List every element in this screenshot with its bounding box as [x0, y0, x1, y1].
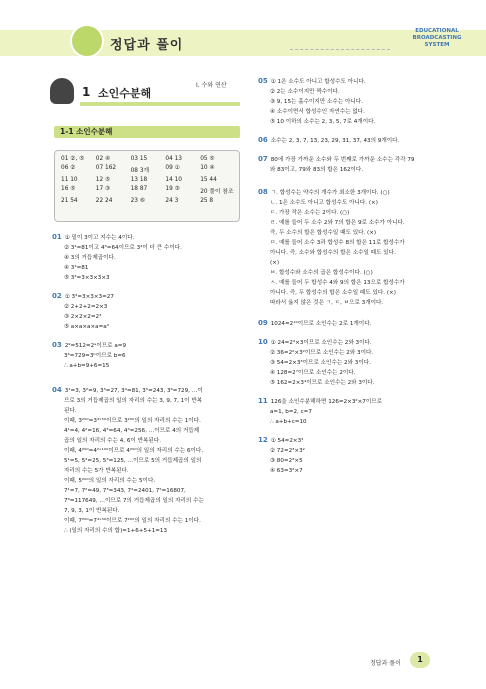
solution-text: ① 24=2³×3이므로 소인수는 2와 3이다. [270, 340, 372, 346]
solution-line [258, 456, 454, 466]
answer-item: 17 ③ [95, 186, 111, 192]
solution-line [52, 516, 242, 526]
answer-item: 24 3 [165, 198, 179, 204]
solution-line [258, 154, 454, 165]
question-number: 08 [258, 188, 268, 196]
solution-text: ① 밑이 3이고 지수는 4이다. [64, 235, 135, 241]
question-number: 06 [258, 136, 268, 144]
solution-line [258, 417, 454, 427]
solution-text: ③ 54=2×3³이므로 소인수는 2와 3이다. [270, 360, 371, 366]
solution-text: 아니다. 즉, 두 합성수의 합은 소수일 때도 있다. (×) [270, 290, 396, 296]
answer-grid [61, 156, 235, 204]
answer-item: 11 10 [61, 177, 78, 183]
solution-line [258, 165, 454, 175]
solution-line [258, 258, 454, 268]
solution-text: 와 83이고, 79와 83의 합은 162이다. [270, 167, 364, 173]
answer-item: 15 44 [200, 177, 217, 183]
solution-line [258, 76, 454, 87]
solution-line [52, 396, 242, 406]
solution-line [258, 135, 454, 146]
solution-text: ⑤ 10 이하의 소수는 2, 3, 5, 7로 4개이다. [270, 119, 376, 125]
solution-text: 2⁹=512=2ᵃ이므로 a=9 [64, 343, 127, 349]
solution-text: 5¹=5, 5²=25, 5³=125, …이므로 5의 거듭제곱의 일의 [64, 458, 202, 464]
solution-text: 3¹=3, 3²=9, 3³=27, 3⁴=81, 3⁵=243, 3⁶=729, …이 [64, 388, 203, 394]
solution-line [52, 351, 242, 361]
solution-line [258, 337, 454, 348]
section-title: 1-1 소인수분해 [60, 127, 113, 136]
solution-line [258, 368, 454, 378]
solution-line [52, 406, 242, 416]
solution-block [258, 187, 454, 308]
solution-line [258, 187, 454, 198]
solution-text: 1024=2¹⁰이므로 소인수는 2로 1개이다. [270, 321, 372, 327]
solution-text: 아니다. 즉, 소수와 합성수의 합은 소수일 때도 있다. [270, 250, 396, 256]
question-number: 12 [258, 436, 268, 444]
solution-line [258, 208, 454, 218]
solution-text: ② 2+2+2=2×3 [64, 304, 108, 310]
solution-block [52, 340, 242, 371]
solution-text: ④ 63=3²×7 [270, 468, 303, 474]
solution-text: ④ 3의 거듭제곱이다. [64, 255, 116, 261]
solution-line [52, 466, 242, 476]
solution-text: 따라서 옳지 않은 것은 ㄱ, ㄷ, ㅂ으로 3개이다. [270, 300, 384, 306]
answer-item: 10 ④ [200, 165, 215, 171]
solution-text: ② 3⁴=81이고 4³=64이므로 3⁴이 더 큰 수이다. [64, 245, 182, 251]
answer-item: 21 54 [61, 198, 78, 204]
question-number: 02 [52, 292, 62, 300]
solution-line [258, 97, 454, 107]
footer-label: 정답과 풀이 [370, 660, 401, 667]
solution-line [258, 446, 454, 456]
solution-line [52, 526, 242, 536]
question-number: 10 [258, 338, 268, 346]
solution-line [52, 253, 242, 263]
solution-line [52, 426, 242, 436]
right-column [258, 76, 454, 486]
answer-item: 05 ⑤ [200, 156, 215, 162]
answer-item: 20 풀이 참조 [200, 189, 234, 195]
solution-line [52, 496, 242, 506]
solution-text: ② 36=2²×3²이므로 소인수는 2와 3이다. [270, 350, 374, 356]
question-number: 03 [52, 341, 62, 349]
solution-line [52, 361, 242, 371]
solution-text: 7¹=7, 7²=49, 7³=343, 7⁴=2401, 7⁵=16807, [64, 488, 186, 494]
solution-line [52, 263, 242, 273]
chapter-number: 1 [82, 85, 91, 99]
question-number: 11 [258, 397, 268, 405]
answer-item: 09 ① [165, 165, 180, 171]
answer-item: 22 24 [95, 198, 113, 204]
solution-text: 이때, 7²⁰⁰=7⁴ˣ⁵⁰이므로 7²⁰⁰의 일의 자리의 수는 1이다. [64, 518, 201, 524]
answer-item: 14 10 [165, 177, 182, 183]
solution-text: 소수는 2, 3, 7, 13, 23, 29, 31, 37, 43의 9개이다. [270, 138, 400, 144]
answer-item: 19 ③ [165, 186, 180, 192]
solution-text: ④ 3⁴=81 [64, 265, 89, 271]
solution-text: ① 1은 소수도 아니고 합성수도 아니다. [270, 79, 366, 85]
answer-item: 06 ② [61, 165, 76, 171]
solution-text: 7, 9, 3, 1이 반복된다. [64, 508, 120, 514]
solution-line [52, 302, 242, 312]
solution-text: ⑤ a×a×a×a=a⁴ [64, 324, 109, 330]
question-number: 09 [258, 319, 268, 327]
solution-block [258, 318, 454, 329]
solution-line [258, 298, 454, 308]
question-number: 07 [258, 155, 268, 163]
solution-text: ㄹ. 예를 들어 두 소수 2와 7의 합은 9로 소수가 아니다. [270, 220, 405, 226]
solution-text: 3⁶=729=3ᵇ이므로 b=6 [64, 353, 126, 359]
solution-text: 80에 가장 가까운 소수와 두 번째로 가까운 소수는 각각 79 [270, 157, 415, 163]
solution-line [258, 228, 454, 238]
solution-block [258, 76, 454, 127]
solution-text: 곱의 일의 자리의 수는 4, 6이 반복된다. [64, 438, 161, 444]
solution-line [258, 87, 454, 97]
solution-line [258, 198, 454, 208]
solution-block [258, 396, 454, 427]
answer-item: 03 15 [130, 156, 148, 162]
solution-line [52, 416, 242, 426]
solution-line [52, 385, 242, 396]
solution-line [258, 238, 454, 248]
solution-line [258, 378, 454, 388]
solution-line [258, 435, 454, 446]
solution-text: 7⁶=117649, …이므로 7의 거듭제곱의 일의 자리의 수는 [64, 498, 204, 504]
solution-block [52, 385, 242, 536]
answer-item: 04 13 [165, 156, 182, 162]
answer-item: 08 3개 [130, 168, 150, 174]
solution-block [52, 232, 242, 283]
solution-line [52, 486, 242, 496]
question-number: 05 [258, 77, 268, 85]
solution-block [258, 337, 454, 388]
solution-line [258, 358, 454, 368]
solution-text: ㅁ. 예를 들어 소수 3과 합성수 8의 합은 11로 합성수가 [270, 240, 405, 246]
solution-line [52, 476, 242, 486]
answer-item: 02 ④ [95, 156, 111, 162]
solution-text: ㄱ. 합성수는 약수의 개수가 최소한 3개이다. (○) [270, 190, 390, 196]
solution-line [52, 291, 242, 302]
solution-line [52, 456, 242, 466]
solution-line [258, 268, 454, 278]
chapter-tag: Ⅰ. 수와 연산 [196, 82, 227, 89]
solution-text: ⑤ 162=2×3⁴이므로 소인수는 2와 3이다. [270, 380, 375, 386]
left-column [52, 232, 242, 546]
solution-text: 즉, 두 소수의 합은 합성수일 때도 있다. (×) [270, 230, 377, 236]
solution-line [258, 407, 454, 417]
cat-mascot-icon [50, 78, 74, 104]
page-header [0, 0, 486, 70]
solution-text: ② 72=2³×3² [270, 448, 305, 454]
solution-line [258, 466, 454, 476]
chapter-title: 소인수분해 [98, 87, 152, 100]
solution-text: ② 2는 소수이지만 짝수이다. [270, 89, 340, 95]
question-number: 04 [52, 386, 62, 394]
solution-text: ∴ a+b=9+6=15 [64, 363, 110, 369]
solution-text: ④ 소수이면서 합성수인 자연수는 없다. [270, 109, 365, 115]
solution-text: ㅅ. 예를 들어 두 합성수 4와 9의 합은 13으로 합성수가 [270, 280, 405, 286]
solution-line [52, 273, 242, 283]
solution-line [52, 312, 242, 322]
solution-text: ∴ a+b+c=10 [270, 419, 307, 425]
solution-text: (×) [270, 260, 280, 266]
solution-line [52, 436, 242, 446]
solution-line [52, 232, 242, 243]
solution-line [258, 288, 454, 298]
answer-item: 01 ②, ⑤ [61, 156, 85, 162]
solution-line [258, 218, 454, 228]
solution-block [258, 435, 454, 476]
answer-summary-box [54, 150, 240, 222]
solution-line [258, 396, 454, 407]
solution-text: ④ 128=2⁷이므로 소인수는 2이다. [270, 370, 356, 376]
solution-text: ③ 9, 15는 홀수이지만 소수는 아니다. [270, 99, 363, 105]
solution-line [258, 248, 454, 258]
solution-text: ㅂ. 합성수와 소수의 곱은 합성수이다. (○) [270, 270, 373, 276]
solution-text: a=1, b=2, c=7 [270, 409, 312, 415]
solution-text: ① 54=2×3³ [270, 438, 304, 444]
header-illustration [290, 36, 390, 50]
mascot-icon [70, 24, 104, 58]
solution-line [258, 318, 454, 329]
solution-line [52, 322, 242, 332]
solution-text: 된다. [64, 408, 77, 414]
solution-text: ③ 2×2×2=2³ [64, 314, 102, 320]
page-number: 1 [410, 652, 430, 668]
answer-item: 18 87 [130, 186, 148, 192]
answer-item: 23 ⑥ [130, 198, 146, 204]
chapter-underline [80, 102, 240, 106]
solution-block [258, 154, 454, 175]
solution-text: 4¹=4, 4²=16, 4³=64, 4⁴=256, …이므로 4의 거듭제 [64, 428, 200, 434]
solution-line [52, 340, 242, 351]
solution-block [52, 291, 242, 332]
solution-line [258, 117, 454, 127]
question-number: 01 [52, 233, 62, 241]
solution-text: 이때, 5²⁰⁰의 일의 자리의 수는 5이다. [64, 478, 156, 484]
brand-logo: EDUCATIONAL BROADCASTING SYSTEM [412, 28, 462, 48]
solution-text: ㄷ. 가장 작은 소수는 2이다. (○) [270, 210, 350, 216]
solution-text: ① 3³=3×3×3=27 [64, 294, 114, 300]
solution-line [52, 506, 242, 516]
answer-item: 16 ⑤ [61, 186, 76, 192]
solution-block [258, 135, 454, 146]
solution-line [258, 107, 454, 117]
answer-item: 07 162 [95, 165, 117, 171]
solution-text: 므로 3의 거듭제곱의 일의 자리의 수는 3, 9, 7, 1이 반복 [64, 398, 203, 404]
solution-text: 자리의 수는 5가 반복된다. [64, 468, 129, 474]
answer-item: 25 8 [200, 198, 214, 204]
solution-text: ㄴ. 1은 소수도 아니고 합성수도 아니다. (×) [270, 200, 378, 206]
solution-text: ∴ (일의 자리의 수의 합)=1+6+5+1=13 [64, 528, 168, 534]
solution-text: 이때, 3²⁰⁰=3⁴ˣ⁵⁰이므로 3²⁰⁰의 일의 자리의 수는 1이다. [64, 418, 201, 424]
header-title: 정답과 풀이 [110, 38, 184, 53]
solution-text: ③ 80=2⁴×5 [270, 458, 303, 464]
solution-text: ⑤ 3⁴=3×3×3×3 [64, 275, 110, 281]
solution-text: 126을 소인수분해하면 126=2×3²×7이므로 [270, 399, 383, 405]
solution-line [52, 243, 242, 253]
solution-line [258, 348, 454, 358]
answer-item: 12 ⑤ [95, 177, 111, 183]
solution-line [258, 278, 454, 288]
solution-line [52, 446, 242, 456]
answer-item: 13 18 [130, 177, 148, 183]
solution-text: 이때, 4²⁰⁰=4²ˣ¹⁰⁰이므로 4²⁰⁰의 일의 자리의 수는 6이다. [64, 448, 204, 454]
